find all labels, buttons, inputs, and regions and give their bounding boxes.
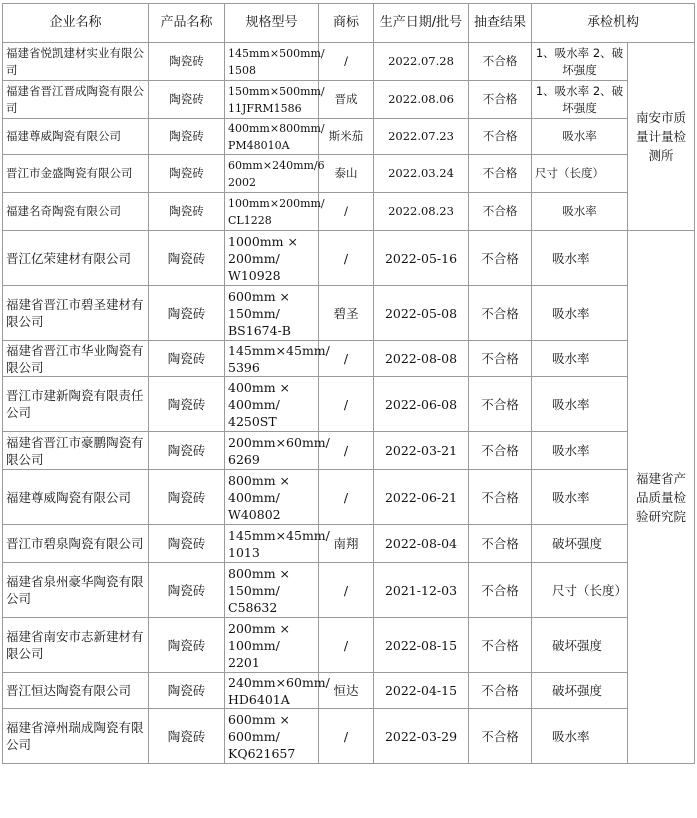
company-cell: 福建省晋江市碧圣建材有限公司 [3, 286, 149, 341]
company-cell: 福建省南安市志新建材有限公司 [3, 618, 149, 673]
company-cell: 福建尊威陶瓷有限公司 [3, 470, 149, 525]
result-cell: 不合格 [469, 563, 532, 618]
company-cell: 福建省晋江市华业陶瓷有限公司 [3, 341, 149, 377]
date-cell: 2022-05-08 [374, 286, 469, 341]
table-row [3, 563, 695, 618]
result-cell: 不合格 [469, 341, 532, 377]
company-cell: 福建尊威陶瓷有限公司 [3, 119, 149, 155]
item-cell: 1、吸水率 2、破坏强度 [532, 43, 628, 81]
header-date: 生产日期/批号 [374, 4, 469, 43]
company-cell: 福建省晋江晋成陶瓷有限公司 [3, 81, 149, 119]
product-cell: 陶瓷砖 [149, 673, 225, 709]
company-cell: 晋江市碧泉陶瓷有限公司 [3, 525, 149, 563]
product-cell: 陶瓷砖 [149, 525, 225, 563]
product-cell: 陶瓷砖 [149, 563, 225, 618]
spec-cell: 145mm×45mm/ 1013 [225, 525, 319, 563]
header-product: 产品名称 [149, 4, 225, 43]
table-row [3, 193, 695, 231]
product-cell: 陶瓷砖 [149, 341, 225, 377]
brand-cell: / [319, 618, 374, 673]
company-cell: 晋江恒达陶瓷有限公司 [3, 673, 149, 709]
spec-cell: 60mm×240mm/6 2002 [225, 155, 319, 193]
item-cell: 吸水率 [532, 193, 628, 231]
date-cell: 2022-03-29 [374, 709, 469, 764]
company-cell: 晋江亿荣建材有限公司 [3, 231, 149, 286]
company-cell: 晋江市金盛陶瓷有限公司 [3, 155, 149, 193]
result-cell: 不合格 [469, 377, 532, 432]
brand-cell: 南翔 [319, 525, 374, 563]
spec-cell: 800mm × 150mm/ C58632 [225, 563, 319, 618]
inspection-results-table [2, 3, 695, 764]
product-cell: 陶瓷砖 [149, 231, 225, 286]
brand-cell: / [319, 563, 374, 618]
brand-cell: 碧圣 [319, 286, 374, 341]
date-cell: 2022-06-21 [374, 470, 469, 525]
item-cell: 破坏强度 [532, 525, 628, 563]
product-cell: 陶瓷砖 [149, 377, 225, 432]
date-cell: 2022-05-16 [374, 231, 469, 286]
date-cell: 2022-04-15 [374, 673, 469, 709]
result-cell: 不合格 [469, 618, 532, 673]
result-cell: 不合格 [469, 525, 532, 563]
product-cell: 陶瓷砖 [149, 618, 225, 673]
product-cell: 陶瓷砖 [149, 43, 225, 81]
result-cell: 不合格 [469, 43, 532, 81]
brand-cell: / [319, 231, 374, 286]
brand-cell: / [319, 432, 374, 470]
result-cell: 不合格 [469, 673, 532, 709]
date-cell: 2022.08.23 [374, 193, 469, 231]
result-cell: 不合格 [469, 470, 532, 525]
date-cell: 2022.07.28 [374, 43, 469, 81]
brand-cell: / [319, 193, 374, 231]
date-cell: 2022.03.24 [374, 155, 469, 193]
date-cell: 2022-08-08 [374, 341, 469, 377]
date-cell: 2022-03-21 [374, 432, 469, 470]
table-row [3, 432, 695, 470]
date-cell: 2022-08-04 [374, 525, 469, 563]
table-row [3, 470, 695, 525]
item-cell: 吸水率 [532, 377, 628, 432]
date-cell: 2022.08.06 [374, 81, 469, 119]
item-cell: 吸水率 [532, 432, 628, 470]
spec-cell: 800mm × 400mm/ W40802 [225, 470, 319, 525]
company-cell: 福建省漳州瑞成陶瓷有限公司 [3, 709, 149, 764]
header-row [3, 4, 695, 43]
spec-cell: 400mm×800mm/ PM48010A [225, 119, 319, 155]
item-cell: 吸水率 [532, 286, 628, 341]
brand-cell: / [319, 43, 374, 81]
company-cell: 福建省晋江市豪鹏陶瓷有限公司 [3, 432, 149, 470]
table-row [3, 43, 695, 81]
item-cell: 破坏强度 [532, 673, 628, 709]
company-cell: 福建省悦凯建材实业有限公司 [3, 43, 149, 81]
table-body [3, 43, 695, 764]
spec-cell: 145mm×500mm/ 1508 [225, 43, 319, 81]
product-cell: 陶瓷砖 [149, 81, 225, 119]
spec-cell: 600mm × 150mm/ BS1674-B [225, 286, 319, 341]
result-cell: 不合格 [469, 155, 532, 193]
spec-cell: 100mm×200mm/ CL1228 [225, 193, 319, 231]
item-cell: 吸水率 [532, 341, 628, 377]
spec-cell: 1000mm × 200mm/ W10928 [225, 231, 319, 286]
table-row [3, 231, 695, 286]
product-cell: 陶瓷砖 [149, 119, 225, 155]
product-cell: 陶瓷砖 [149, 470, 225, 525]
item-cell: 尺寸（长度） [532, 155, 628, 193]
item-cell: 吸水率 [532, 231, 628, 286]
result-cell: 不合格 [469, 709, 532, 764]
result-cell: 不合格 [469, 119, 532, 155]
header-result: 抽查结果 [469, 4, 532, 43]
table-row [3, 377, 695, 432]
table-row [3, 341, 695, 377]
item-cell: 破坏强度 [532, 618, 628, 673]
table-row [3, 618, 695, 673]
header-org: 承检机构 [532, 4, 695, 43]
org-nanan: 南安市质量计量检测所 [628, 43, 695, 231]
header-brand: 商标 [319, 4, 374, 43]
brand-cell: 恒达 [319, 673, 374, 709]
table-row [3, 155, 695, 193]
header-company: 企业名称 [3, 4, 149, 43]
result-cell: 不合格 [469, 432, 532, 470]
company-cell: 福建省泉州豪华陶瓷有限公司 [3, 563, 149, 618]
product-cell: 陶瓷砖 [149, 709, 225, 764]
brand-cell: / [319, 709, 374, 764]
spec-cell: 400mm × 400mm/ 4250ST [225, 377, 319, 432]
result-cell: 不合格 [469, 81, 532, 119]
table-row [3, 525, 695, 563]
company-cell: 福建名奇陶瓷有限公司 [3, 193, 149, 231]
item-cell: 吸水率 [532, 119, 628, 155]
table-row [3, 119, 695, 155]
item-cell: 吸水率 [532, 470, 628, 525]
product-cell: 陶瓷砖 [149, 432, 225, 470]
spec-cell: 150mm×500mm/ 11JFRM1586 [225, 81, 319, 119]
date-cell: 2022-08-15 [374, 618, 469, 673]
org-fujian: 福建省产品质量检验研究院 [628, 231, 695, 764]
item-cell: 吸水率 [532, 709, 628, 764]
brand-cell: 斯米茄 [319, 119, 374, 155]
product-cell: 陶瓷砖 [149, 286, 225, 341]
spec-cell: 240mm×60mm/ HD6401A [225, 673, 319, 709]
date-cell: 2022.07.23 [374, 119, 469, 155]
item-cell: 尺寸（长度） [532, 563, 628, 618]
header-spec: 规格型号 [225, 4, 319, 43]
brand-cell: / [319, 470, 374, 525]
spec-cell: 200mm×60mm/ 6269 [225, 432, 319, 470]
brand-cell: / [319, 341, 374, 377]
brand-cell: 泰山 [319, 155, 374, 193]
product-cell: 陶瓷砖 [149, 193, 225, 231]
table-row [3, 81, 695, 119]
result-cell: 不合格 [469, 193, 532, 231]
result-cell: 不合格 [469, 231, 532, 286]
brand-cell: 晋成 [319, 81, 374, 119]
spec-cell: 600mm × 600mm/ KQ621657 [225, 709, 319, 764]
table-row [3, 709, 695, 764]
table-row [3, 673, 695, 709]
spec-cell: 145mm×45mm/ 5396 [225, 341, 319, 377]
product-cell: 陶瓷砖 [149, 155, 225, 193]
spec-cell: 200mm × 100mm/ 2201 [225, 618, 319, 673]
date-cell: 2022-06-08 [374, 377, 469, 432]
brand-cell: / [319, 377, 374, 432]
company-cell: 晋江市建新陶瓷有限责任公司 [3, 377, 149, 432]
result-cell: 不合格 [469, 286, 532, 341]
table-row [3, 286, 695, 341]
item-cell: 1、吸水率 2、破坏强度 [532, 81, 628, 119]
date-cell: 2021-12-03 [374, 563, 469, 618]
